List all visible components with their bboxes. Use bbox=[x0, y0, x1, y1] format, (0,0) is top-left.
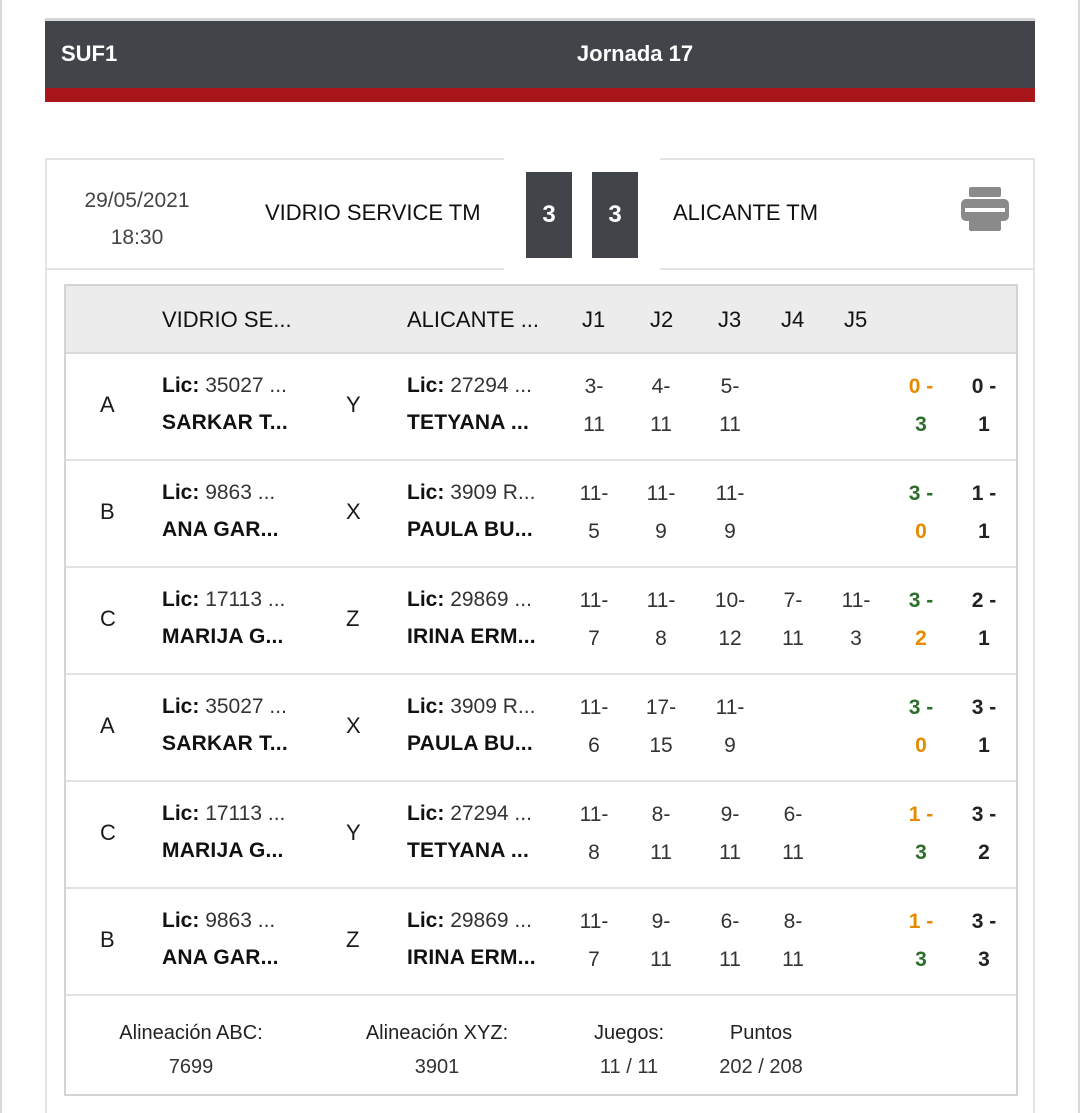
league-header bbox=[45, 18, 1035, 102]
set-score-j2 bbox=[636, 689, 686, 765]
match-score-home: 2 - bbox=[971, 589, 997, 612]
match-card bbox=[45, 158, 1035, 1113]
games-away: 3 bbox=[915, 948, 927, 971]
set-away-points: 11 bbox=[782, 627, 804, 650]
set-away-points bbox=[831, 941, 881, 979]
set-away-points: 11 bbox=[650, 841, 672, 864]
set-score-j4 bbox=[768, 475, 818, 551]
set-score-j2 bbox=[636, 903, 686, 979]
match-score-home: 3 - bbox=[971, 696, 997, 719]
printer-icon[interactable] bbox=[959, 185, 1011, 235]
home-player-letter: B bbox=[100, 927, 115, 952]
set-home-points: 11- bbox=[579, 482, 609, 505]
games-result bbox=[901, 368, 941, 444]
home-player-name: SARKAR T... bbox=[162, 732, 288, 755]
header-away-team: ALICANTE ... bbox=[407, 307, 540, 332]
license-label: Lic: bbox=[162, 481, 200, 504]
lineup-xyz bbox=[348, 1016, 526, 1084]
home-player-letter: B bbox=[100, 499, 115, 524]
license-number: 9863 ... bbox=[205, 909, 276, 932]
license-number: 29869 ... bbox=[450, 588, 532, 611]
license-number: 35027 ... bbox=[205, 695, 287, 718]
license-number: 27294 ... bbox=[450, 374, 532, 397]
running-match-score bbox=[964, 796, 1004, 872]
set-home-points: 9- bbox=[651, 910, 671, 933]
games-away: 2 bbox=[915, 627, 927, 650]
license-number: 17113 ... bbox=[205, 588, 286, 611]
away-player-license bbox=[407, 588, 532, 612]
set-home-points: 11- bbox=[579, 589, 609, 612]
table-row[interactable] bbox=[66, 354, 1016, 461]
home-player-name: MARIJA G... bbox=[162, 625, 284, 648]
set-home-points: 11- bbox=[579, 910, 609, 933]
games-home: 1 - bbox=[908, 803, 934, 826]
set-score-j5 bbox=[831, 368, 881, 444]
games-table bbox=[64, 284, 1018, 1096]
set-home-points: 11- bbox=[715, 482, 745, 505]
set-score-j5 bbox=[831, 475, 881, 551]
home-player-name: MARIJA G... bbox=[162, 839, 284, 862]
header-home-team: VIDRIO SE... bbox=[162, 307, 292, 332]
set-away-points bbox=[768, 406, 818, 444]
header-j5: J5 bbox=[844, 307, 868, 332]
license-number: 35027 ... bbox=[205, 374, 287, 397]
set-score-j1 bbox=[569, 582, 619, 658]
header-j2: J2 bbox=[650, 307, 674, 332]
license-number: 3909 R... bbox=[450, 695, 536, 718]
set-home-points: 8- bbox=[651, 803, 671, 826]
set-home-points bbox=[831, 796, 881, 834]
games-result bbox=[901, 582, 941, 658]
set-away-points bbox=[831, 727, 881, 765]
games-result bbox=[901, 903, 941, 979]
set-away-points bbox=[831, 406, 881, 444]
lineup-abc-value: 7699 bbox=[168, 1056, 214, 1078]
games-result bbox=[901, 796, 941, 872]
running-match-score bbox=[964, 689, 1004, 765]
set-score-j4 bbox=[768, 689, 818, 765]
set-score-j2 bbox=[636, 368, 686, 444]
home-player-name: ANA GAR... bbox=[162, 518, 279, 541]
set-away-points bbox=[831, 834, 881, 872]
away-player-license bbox=[407, 374, 532, 398]
home-player-license bbox=[162, 481, 275, 505]
home-player-letter: A bbox=[100, 713, 115, 738]
license-label: Lic: bbox=[162, 802, 200, 825]
points-total bbox=[696, 1016, 826, 1084]
table-row[interactable] bbox=[66, 889, 1016, 996]
lineup-xyz-label: Alineación XYZ: bbox=[365, 1022, 509, 1044]
set-away-points: 8 bbox=[588, 841, 600, 864]
away-player-letter: X bbox=[346, 713, 361, 738]
license-number: 29869 ... bbox=[450, 909, 532, 932]
set-score-j3 bbox=[705, 796, 755, 872]
away-player-name: TETYANA ... bbox=[407, 411, 529, 434]
set-home-points: 6- bbox=[720, 910, 740, 933]
set-away-points: 11 bbox=[719, 948, 741, 971]
set-home-points: 7- bbox=[783, 589, 803, 612]
match-score-away: 2 bbox=[978, 841, 990, 864]
away-player-letter: X bbox=[346, 499, 361, 524]
away-player-license bbox=[407, 802, 532, 826]
home-team-name[interactable]: VIDRIO SERVICE TM bbox=[265, 200, 481, 225]
set-home-points bbox=[831, 368, 881, 406]
home-player-license bbox=[162, 802, 285, 826]
license-number: 3909 R... bbox=[450, 481, 536, 504]
set-away-points: 11 bbox=[650, 948, 672, 971]
lineup-abc bbox=[102, 1016, 280, 1084]
round-title: Jornada 17 bbox=[576, 41, 694, 66]
set-away-points: 12 bbox=[718, 627, 742, 650]
set-score-j2 bbox=[636, 475, 686, 551]
points-total-label: Puntos bbox=[729, 1022, 793, 1044]
set-home-points: 5- bbox=[720, 375, 740, 398]
set-away-points: 11 bbox=[782, 841, 804, 864]
match-time: 18:30 bbox=[110, 226, 164, 249]
set-home-points: 8- bbox=[783, 910, 803, 933]
set-home-points: 11- bbox=[841, 589, 871, 612]
set-away-points: 7 bbox=[588, 948, 600, 971]
match-header bbox=[47, 160, 1033, 270]
games-total bbox=[574, 1016, 684, 1084]
set-score-j2 bbox=[636, 796, 686, 872]
home-player-license bbox=[162, 588, 285, 612]
match-score-away: 3 bbox=[978, 948, 990, 971]
set-away-points: 11 bbox=[719, 413, 741, 436]
match-datetime bbox=[47, 182, 227, 256]
set-home-points: 3- bbox=[584, 375, 604, 398]
home-player-name: SARKAR T... bbox=[162, 411, 288, 434]
home-score: 3 bbox=[526, 172, 572, 258]
away-player-name: PAULA BU... bbox=[407, 518, 533, 541]
home-player-letter: A bbox=[100, 392, 115, 417]
set-score-j3 bbox=[705, 582, 755, 658]
set-away-points bbox=[768, 727, 818, 765]
home-player-letter: C bbox=[100, 820, 116, 845]
away-score: 3 bbox=[592, 172, 638, 258]
set-score-j5 bbox=[831, 796, 881, 872]
set-score-j5 bbox=[831, 689, 881, 765]
lineup-abc-label: Alineación ABC: bbox=[119, 1022, 263, 1044]
away-player-letter: Y bbox=[346, 820, 361, 845]
set-away-points: 11 bbox=[782, 948, 804, 971]
license-number: 27294 ... bbox=[450, 802, 532, 825]
set-away-points: 15 bbox=[649, 734, 673, 757]
table-row[interactable] bbox=[66, 568, 1016, 675]
games-home: 3 - bbox=[908, 696, 934, 719]
set-away-points: 9 bbox=[655, 520, 667, 543]
games-result bbox=[901, 689, 941, 765]
set-home-points: 11- bbox=[579, 696, 609, 719]
home-player-license bbox=[162, 909, 275, 933]
running-match-score bbox=[964, 582, 1004, 658]
set-away-points bbox=[831, 513, 881, 551]
set-score-j3 bbox=[705, 475, 755, 551]
match-score-home: 0 - bbox=[971, 375, 997, 398]
set-home-points: 11- bbox=[646, 482, 676, 505]
games-home: 1 - bbox=[908, 910, 934, 933]
set-away-points: 3 bbox=[850, 627, 862, 650]
header-j3: J3 bbox=[718, 307, 742, 332]
set-away-points: 6 bbox=[588, 734, 600, 757]
set-home-points: 6- bbox=[783, 803, 803, 826]
set-score-j2 bbox=[636, 582, 686, 658]
table-footer bbox=[66, 998, 1016, 1096]
set-score-j5 bbox=[831, 903, 881, 979]
match-score-away: 1 bbox=[978, 413, 990, 436]
set-home-points bbox=[768, 475, 818, 513]
set-away-points: 9 bbox=[724, 520, 736, 543]
home-player-letter: C bbox=[100, 606, 116, 631]
away-player-license bbox=[407, 695, 535, 719]
running-match-score bbox=[964, 475, 1004, 551]
games-home: 3 - bbox=[908, 482, 934, 505]
games-total-label: Juegos: bbox=[593, 1022, 665, 1044]
set-score-j5 bbox=[831, 582, 881, 658]
match-score-home: 1 - bbox=[971, 482, 997, 505]
match-score-home: 3 - bbox=[971, 803, 997, 826]
league-name: SUF1 bbox=[61, 41, 118, 66]
games-away: 3 bbox=[915, 413, 927, 436]
set-away-points: 5 bbox=[588, 520, 600, 543]
license-number: 9863 ... bbox=[205, 481, 276, 504]
header-accent-stripe bbox=[45, 88, 1035, 102]
games-total-value: 11 / 11 bbox=[599, 1056, 659, 1078]
away-player-letter: Y bbox=[346, 392, 361, 417]
away-player-name: IRINA ERM... bbox=[407, 946, 536, 969]
set-score-j4 bbox=[768, 796, 818, 872]
set-away-points: 7 bbox=[588, 627, 600, 650]
set-home-points: 11- bbox=[646, 589, 676, 612]
set-score-j1 bbox=[569, 903, 619, 979]
license-label: Lic: bbox=[407, 374, 445, 397]
away-player-license bbox=[407, 481, 535, 505]
away-player-letter: Z bbox=[346, 606, 360, 631]
set-home-points bbox=[831, 903, 881, 941]
set-home-points bbox=[768, 368, 818, 406]
games-result bbox=[901, 475, 941, 551]
set-home-points: 10- bbox=[714, 589, 746, 612]
points-total-value: 202 / 208 bbox=[719, 1056, 803, 1078]
away-player-license bbox=[407, 909, 532, 933]
games-away: 0 bbox=[915, 734, 927, 757]
license-number: 17113 ... bbox=[205, 802, 286, 825]
license-label: Lic: bbox=[407, 588, 445, 611]
set-score-j1 bbox=[569, 689, 619, 765]
set-home-points: 11- bbox=[579, 803, 609, 826]
table-header bbox=[66, 286, 1016, 354]
away-team-name[interactable]: ALICANTE TM bbox=[673, 200, 819, 225]
running-match-score bbox=[964, 368, 1004, 444]
home-player-name: ANA GAR... bbox=[162, 946, 279, 969]
license-label: Lic: bbox=[407, 695, 445, 718]
set-home-points bbox=[831, 689, 881, 727]
away-player-name: TETYANA ... bbox=[407, 839, 529, 862]
match-date: 29/05/2021 bbox=[84, 189, 190, 212]
set-away-points: 11 bbox=[719, 841, 741, 864]
set-score-j4 bbox=[768, 368, 818, 444]
running-match-score bbox=[964, 903, 1004, 979]
license-label: Lic: bbox=[162, 695, 200, 718]
header-j1: J1 bbox=[582, 307, 606, 332]
set-home-points: 4- bbox=[651, 375, 671, 398]
match-score-away: 1 bbox=[978, 627, 990, 650]
home-player-license bbox=[162, 374, 287, 398]
home-player-license bbox=[162, 695, 287, 719]
table-row[interactable] bbox=[66, 675, 1016, 782]
set-score-j4 bbox=[768, 582, 818, 658]
games-home: 0 - bbox=[908, 375, 934, 398]
set-home-points: 17- bbox=[645, 696, 677, 719]
match-score-away: 1 bbox=[978, 520, 990, 543]
away-player-name: PAULA BU... bbox=[407, 732, 533, 755]
table-row[interactable] bbox=[66, 461, 1016, 568]
header-j4: J4 bbox=[781, 307, 805, 332]
set-score-j1 bbox=[569, 475, 619, 551]
set-home-points bbox=[768, 689, 818, 727]
match-score-away: 1 bbox=[978, 734, 990, 757]
set-home-points: 9- bbox=[720, 803, 740, 826]
table-row[interactable] bbox=[66, 782, 1016, 889]
set-home-points bbox=[831, 475, 881, 513]
set-away-points: 11 bbox=[650, 413, 672, 436]
set-score-j4 bbox=[768, 903, 818, 979]
games-away: 3 bbox=[915, 841, 927, 864]
match-score-home: 3 - bbox=[971, 910, 997, 933]
set-score-j1 bbox=[569, 796, 619, 872]
set-score-j3 bbox=[705, 903, 755, 979]
license-label: Lic: bbox=[407, 802, 445, 825]
set-score-j1 bbox=[569, 368, 619, 444]
license-label: Lic: bbox=[407, 909, 445, 932]
license-label: Lic: bbox=[162, 588, 200, 611]
set-score-j3 bbox=[705, 368, 755, 444]
license-label: Lic: bbox=[162, 374, 200, 397]
set-home-points: 11- bbox=[715, 696, 745, 719]
games-home: 3 - bbox=[908, 589, 934, 612]
games-away: 0 bbox=[915, 520, 927, 543]
set-away-points: 11 bbox=[583, 413, 605, 436]
license-label: Lic: bbox=[407, 481, 445, 504]
set-score-j3 bbox=[705, 689, 755, 765]
set-away-points: 9 bbox=[724, 734, 736, 757]
license-label: Lic: bbox=[162, 909, 200, 932]
away-player-name: IRINA ERM... bbox=[407, 625, 536, 648]
away-player-letter: Z bbox=[346, 927, 360, 952]
lineup-xyz-value: 3901 bbox=[414, 1056, 460, 1078]
set-away-points: 8 bbox=[655, 627, 667, 650]
set-away-points bbox=[768, 513, 818, 551]
